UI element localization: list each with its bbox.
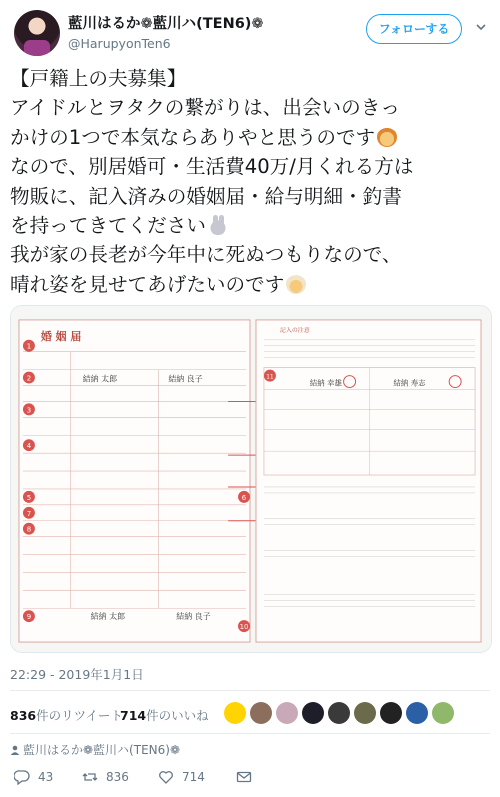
- reply-count: 43: [38, 770, 54, 784]
- display-name[interactable]: 藍川はるか❁藍川ハ(TEN6)❁: [68, 16, 264, 32]
- like-stat[interactable]: 714件のいいね: [120, 708, 209, 723]
- tweet-line: 物販に、記入済みの婚姻届・給与明細・釣書: [10, 184, 402, 208]
- svg-text:2: 2: [26, 374, 32, 383]
- svg-text:結納 寿志: 結納 寿志: [393, 378, 426, 388]
- svg-text:結納 太郎: 結納 太郎: [90, 612, 126, 622]
- tweet-line: アイドルとヲタクの繋がりは、出会いのきっ: [10, 96, 400, 120]
- svg-text:結納 良子: 結納 良子: [168, 374, 203, 384]
- heart-icon: [158, 769, 174, 785]
- marriage-form-image: [11, 306, 491, 652]
- tweet-text: [10, 64, 492, 299]
- liker-avatar[interactable]: [302, 702, 324, 724]
- tweet-image[interactable]: [10, 305, 492, 653]
- like-count: 714: [182, 770, 205, 784]
- svg-text:結納 幸雄: 結納 幸雄: [309, 378, 342, 388]
- tweet-line: 我が家の長老が今年中に死ぬつもりなので、: [10, 243, 402, 267]
- svg-text:4: 4: [26, 442, 32, 451]
- divider: [10, 733, 490, 734]
- timestamp[interactable]: 22:29 - 2019年1月1日: [10, 667, 144, 682]
- chevron-down-icon[interactable]: [476, 22, 486, 32]
- reply-icon: [14, 769, 30, 785]
- tweet-actions: [10, 769, 490, 789]
- avatar[interactable]: [14, 10, 60, 56]
- svg-text:10: 10: [239, 623, 249, 632]
- liker-avatar[interactable]: [380, 702, 402, 724]
- retweet-count: 836: [106, 770, 129, 784]
- retweet-icon: [82, 769, 98, 785]
- reply-button[interactable]: [14, 769, 53, 785]
- tweet-line: かけの1つで本気ならありやと思うのです: [10, 123, 492, 152]
- liker-avatar[interactable]: [224, 702, 246, 724]
- svg-text:11: 11: [266, 373, 274, 381]
- svg-text:9: 9: [26, 613, 32, 622]
- svg-text:6: 6: [241, 493, 247, 502]
- bride-emoji: [286, 274, 306, 294]
- liker-avatar[interactable]: [354, 702, 376, 724]
- svg-text:結納 良子: 結納 良子: [176, 612, 211, 622]
- tweet-line: 【戸籍上の夫募集】: [10, 67, 187, 90]
- svg-text:結納 太郎: 結納 太郎: [82, 374, 118, 384]
- note-heading: 記入の注意: [279, 326, 310, 334]
- liker-avatar[interactable]: [406, 702, 428, 724]
- person-icon: [10, 745, 20, 755]
- tweet-stats: [10, 695, 490, 731]
- tweet-line: なので、別居婚可・生活費40万/月くれる方は: [10, 155, 414, 179]
- divider: [10, 690, 490, 691]
- retweet-stat[interactable]: 836件のリツイート: [10, 708, 123, 723]
- svg-text:5: 5: [26, 493, 32, 502]
- like-button[interactable]: [158, 769, 205, 785]
- direct-message-button[interactable]: [236, 769, 252, 785]
- reply-context[interactable]: 藍川はるか❁藍川ハ(TEN6)❁: [10, 741, 180, 758]
- tweet-header: [10, 8, 490, 56]
- form-title: 婚 姻 届: [40, 329, 82, 343]
- follow-button[interactable]: フォローする: [366, 14, 462, 44]
- rabbit-emoji: [208, 215, 228, 235]
- retweet-button[interactable]: [82, 769, 129, 785]
- liker-avatar[interactable]: [432, 702, 454, 724]
- svg-text:3: 3: [26, 406, 32, 415]
- liker-avatar[interactable]: [276, 702, 298, 724]
- envelope-icon: [236, 769, 252, 785]
- svg-text:7: 7: [26, 509, 32, 518]
- svg-text:8: 8: [26, 525, 32, 534]
- liker-avatar[interactable]: [328, 702, 350, 724]
- liker-avatar[interactable]: [250, 702, 272, 724]
- tweet-line: を持ってきてください: [10, 211, 492, 240]
- person-gesturing-ok-emoji: [377, 127, 397, 147]
- user-handle[interactable]: @HarupyonTen6: [68, 36, 171, 51]
- author-names[interactable]: [68, 12, 264, 51]
- svg-text:1: 1: [26, 342, 32, 351]
- tweet-line: 晴れ姿を見せてあげたいのです: [10, 270, 492, 299]
